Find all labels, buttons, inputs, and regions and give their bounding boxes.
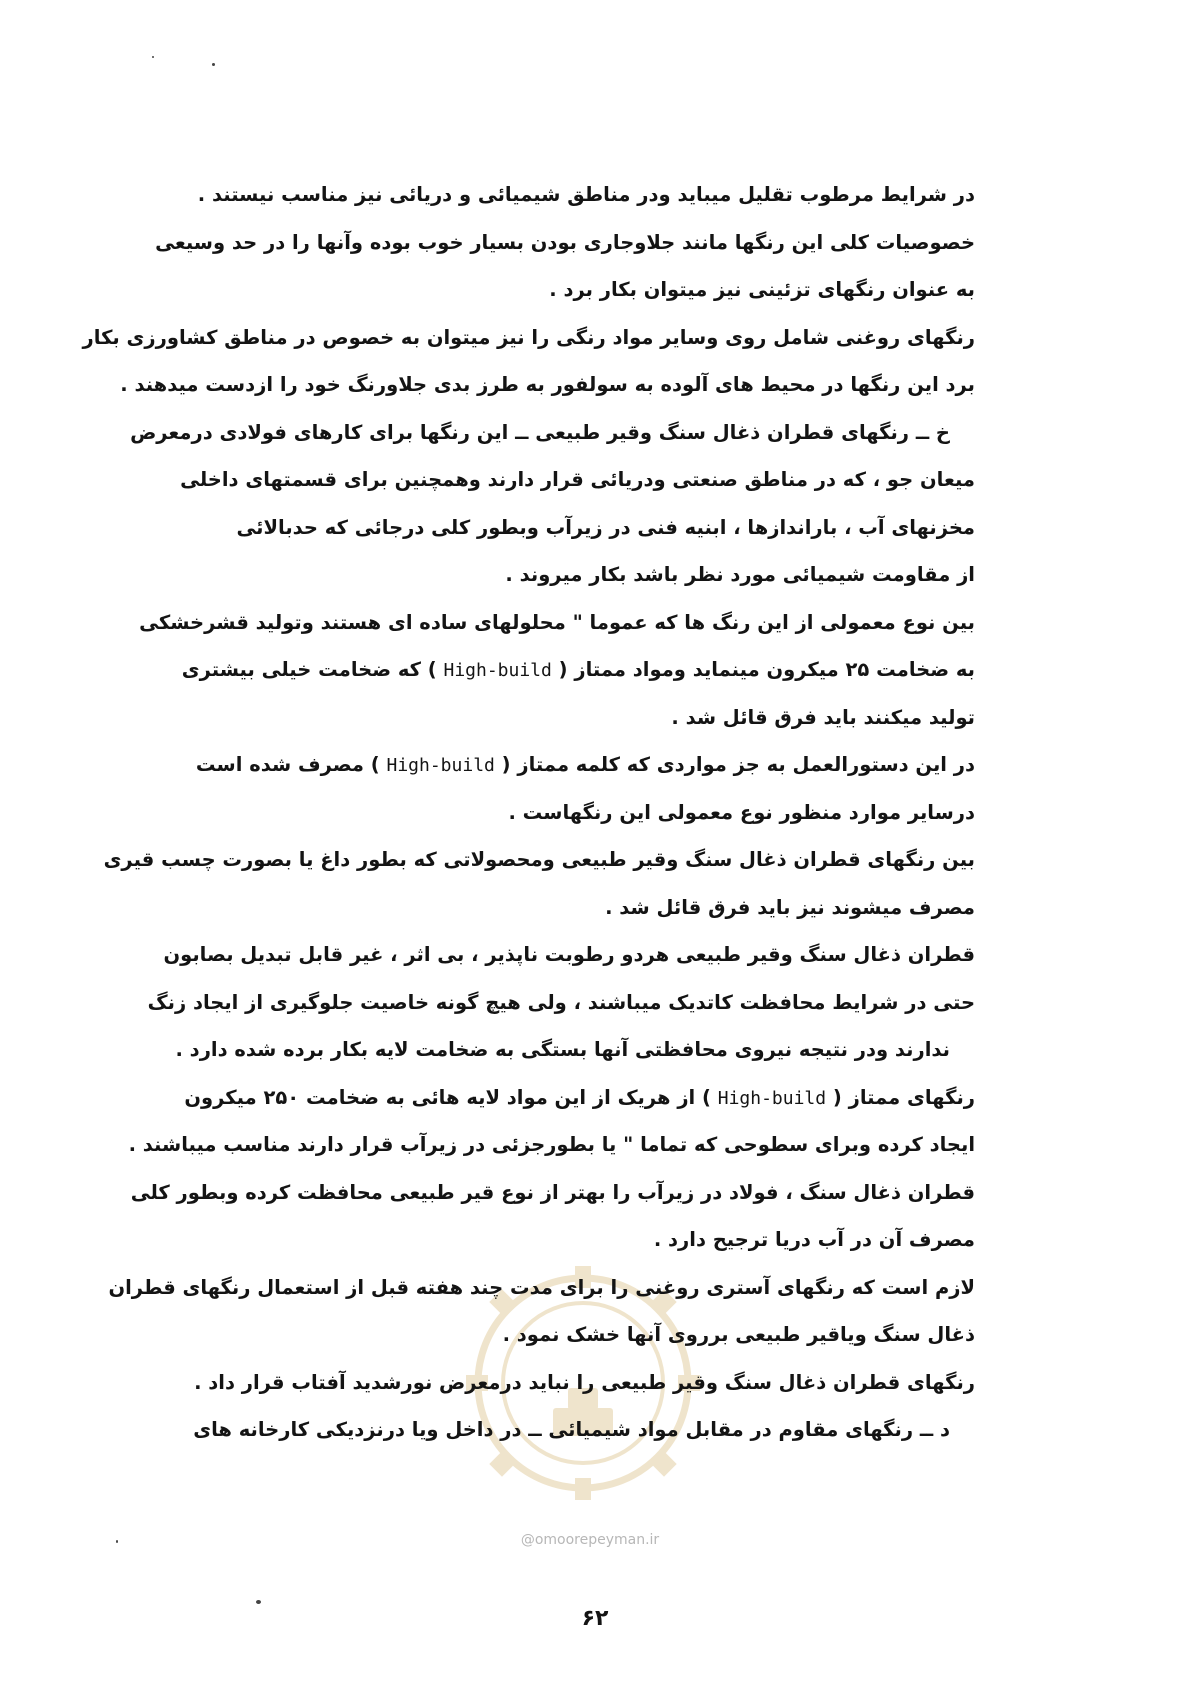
text-line: ذغال سنگ ویاقیر طبیعی برروی آنها خشک نمود . (502, 1323, 975, 1346)
text-line: از مقاومت شیمیائی مورد نظر باشد بکار میروند . (505, 563, 975, 586)
text-line: ندارند ودر نتیجه نیروی محافظتی آنها بستگی به ضخامت لایه بکار برده شده دارد . (175, 1038, 950, 1061)
text-line: مخزنهای آب ، باراندازها ، ابنیه فنی در زیرآب وبطور کلی درجائی که حدبالائی (236, 515, 975, 539)
text-line: حتی در شرایط محافظت کاتدیک میباشند ، ولی هیچ گونه خاصیت جلوگیری از ایجاد زنگ (147, 990, 975, 1014)
text-line: در شرایط مرطوب تقلیل میباید ودر مناطق شیمیائی و دریائی نیز مناسب نیستند . (197, 183, 975, 206)
text-line: بین نوع معمولی از این رنگ ها که عموما " محلولهای ساده ای هستند وتولید قشرخشکی (139, 610, 975, 634)
latin-term: High-build (717, 1087, 827, 1109)
text-line: تولید میکنند باید فرق قائل شد . (671, 705, 975, 729)
text-line: در این دستورالعمل به جز مواردی که کلمه ممتاز ( High-build ) مصرف شده است (195, 753, 975, 776)
text-line: قطران ذغال سنگ وقیر طبیعی هردو رطوبت ناپذیر ، بی اثر ، غیر قابل تبدیل بصابون (163, 943, 975, 966)
text-line: مصرف میشوند نیز باید فرق قائل شد . (605, 895, 975, 919)
scan-speck (116, 1540, 118, 1543)
text-line: درسایر موارد منظور نوع معمولی این رنگهاست . (508, 800, 975, 824)
latin-term: High-build (443, 660, 552, 681)
text-line: به عنوان رنگهای تزئینی نیز میتوان بکار برد . (549, 278, 975, 301)
text-line: به ضخامت ۲۵ میکرون مینماید ومواد ممتاز ( High-build ) که ضخامت خیلی بیشتری (181, 658, 975, 681)
watermark-url: @omoorepeyman.ir (520, 1532, 660, 1548)
text-line: برد این رنگها در محیط های آلوده به سولفور به طرز بدی جلاورنگ خود را ازدست میدهند . (120, 373, 975, 396)
text-line: مصرف آن در آب دریا ترجیح دارد . (653, 1228, 975, 1251)
text-line: رنگهای ممتاز ( High-build ) از هریک از این مواد لایه هائی به ضخامت ۲۵۰ میکرون (184, 1085, 975, 1109)
text-line: د ــ رنگهای مقاوم در مقابل مواد شیمیائی ــ در داخل ویا درنزدیکی کارخانه های (193, 1418, 950, 1441)
text-line: میعان جو ، که در مناطق صنعتی ودریائی قرار دارند وهمچنین برای قسمتهای داخلی (180, 468, 975, 491)
text-line: قطران ذغال سنگ ، فولاد در زیرآب را بهتر از نوع قیر طبیعی محافظت کرده وبطور کلی (130, 1180, 975, 1204)
text-line: بین رنگهای قطران ذغال سنگ وقیر طبیعی ومحصولاتی که بطور داغ یا بصورت چسب قیری (103, 848, 975, 871)
text-line: خصوصیات کلی این رنگها مانند جلاوجاری بودن بسیار خوب بوده وآنها را در حد وسیعی (155, 230, 975, 254)
scan-speck (212, 63, 215, 66)
text-line: خ ــ رنگهای قطران ذغال سنگ وقیر طبیعی ــ این رنگها برای کارهای فولادی درمعرض (130, 420, 950, 444)
page-number: ۶۲ (581, 1606, 609, 1631)
text-line: رنگهای قطران ذغال سنگ وقیر طبیعی را نباید درمعرض نورشدید آفتاب قرار داد . (194, 1370, 975, 1394)
text-line: ایجاد کرده وبرای سطوحی که تماما " یا بطورجزئی در زیرآب قرار دارند مناسب میباشند . (128, 1133, 975, 1156)
text-line: رنگهای روغنی شامل روی وسایر مواد رنگی را نیز میتوان به خصوص در مناطق کشاورزی بکار (82, 325, 975, 349)
scan-speck (152, 56, 154, 58)
scan-speck (256, 1600, 261, 1604)
latin-term: High-build (386, 755, 495, 776)
text-line: لازم است که رنگهای آستری روغنی را برای مدت چند هفته قبل از استعمال رنگهای قطران (108, 1275, 975, 1299)
